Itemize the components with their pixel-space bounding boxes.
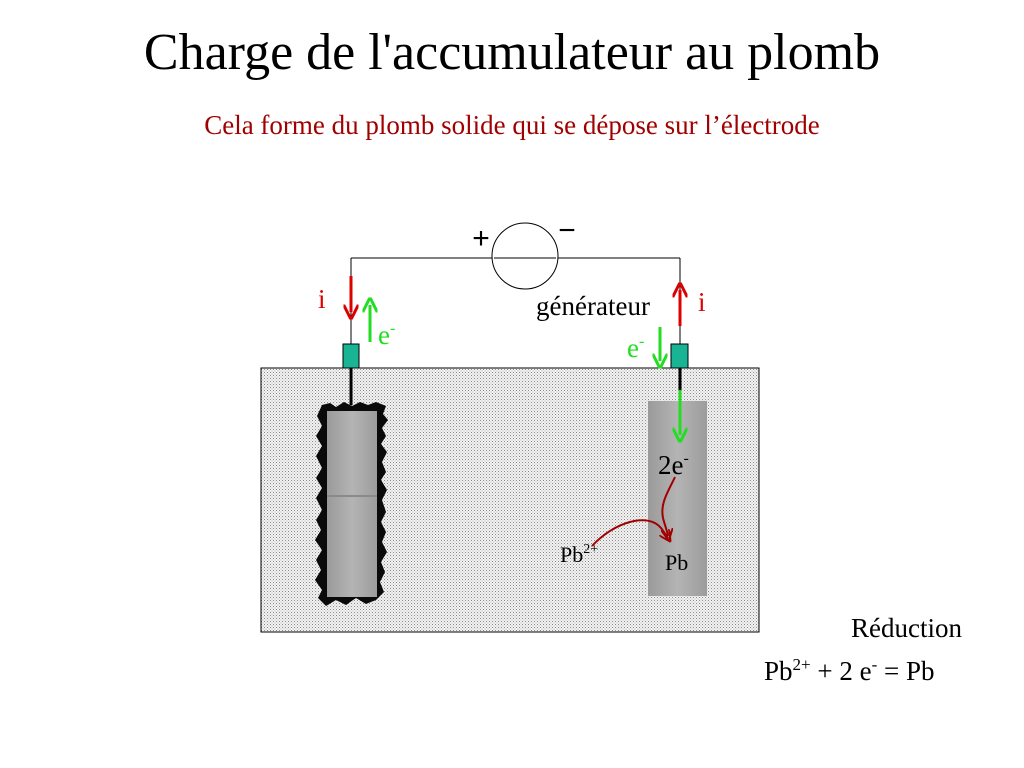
- generator-label: générateur: [536, 291, 650, 321]
- left-electrode: [315, 402, 388, 606]
- page-subtitle: Cela forme du plomb solide qui se dépose sur l’électrode: [204, 110, 820, 140]
- electron-label-left: e-: [378, 320, 396, 350]
- page-title: Charge de l'accumulateur au plomb: [143, 24, 881, 81]
- current-label-left: i: [318, 284, 326, 314]
- electron-label-right: e-: [627, 333, 645, 363]
- current-label-right: i: [698, 287, 706, 317]
- deposit-label: Pb: [665, 550, 689, 575]
- reaction-title: Réduction: [851, 613, 962, 643]
- generator-symbol: [492, 223, 558, 289]
- reaction-equation: $Pb^{2+} + 2$ e- = Pb: [764, 655, 935, 686]
- left-terminal: [343, 344, 359, 368]
- right-terminal: [671, 344, 688, 368]
- ion-label: $Pb^{2+}$: [560, 542, 599, 567]
- two-electrons-label: 2e-: [658, 450, 689, 480]
- minus-sign: −: [558, 214, 576, 247]
- plus-sign: +: [472, 222, 490, 255]
